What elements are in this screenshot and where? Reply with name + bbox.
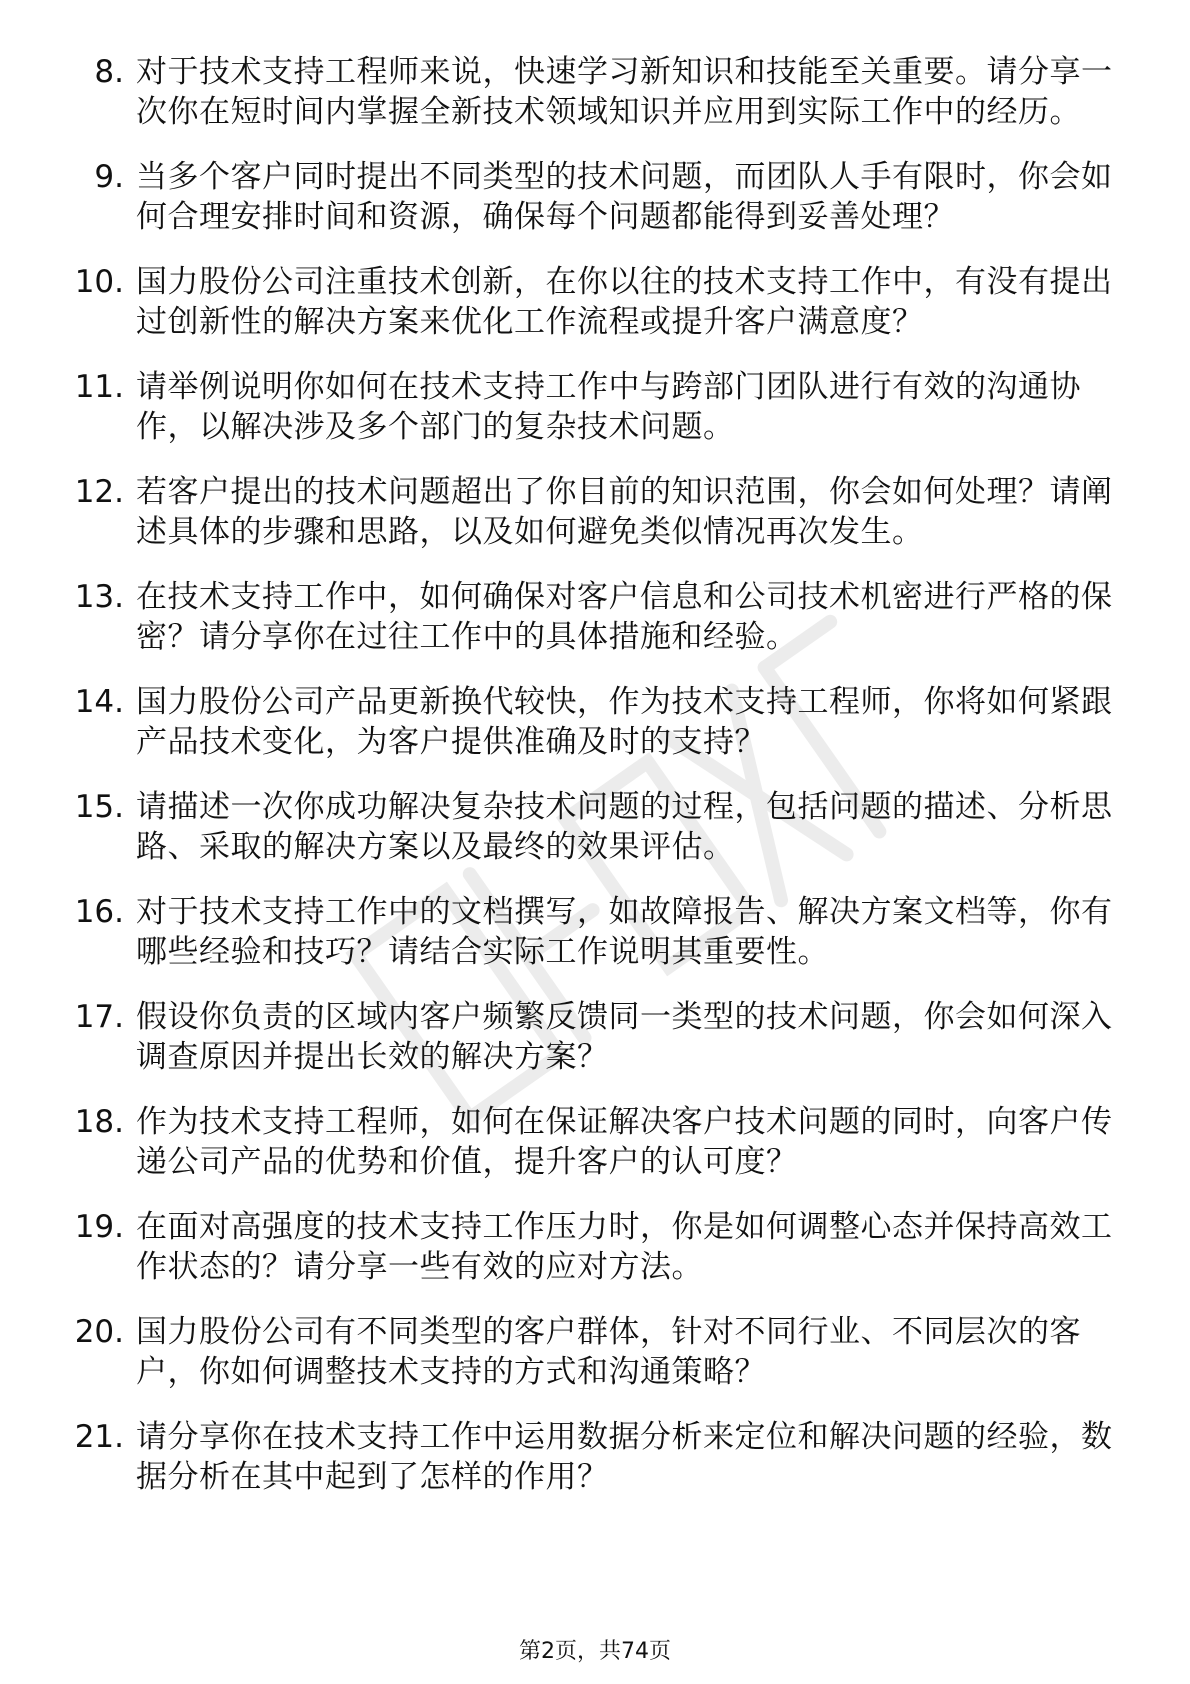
question-item: [58, 682, 1138, 762]
question-item: [58, 52, 1138, 132]
question-item: [58, 1102, 1138, 1182]
question-item: [58, 157, 1138, 237]
question-item: [58, 997, 1138, 1077]
question-text: 国力股份公司注重技术创新，在你以往的技术支持工作中，有没有提出过创新性的解决方案来优化工作流程或提升客户满意度？: [136, 264, 1113, 340]
question-item: [58, 892, 1138, 972]
question-item: [58, 577, 1138, 657]
question-text: 在技术支持工作中，如何确保对客户信息和公司技术机密进行严格的保密？请分享你在过往工作中的具体措施和经验。: [136, 579, 1113, 655]
question-item: [58, 1312, 1138, 1392]
question-text: 请分享你在技术支持工作中运用数据分析来定位和解决问题的经验，数据分析在其中起到了怎样的作用？: [136, 1419, 1113, 1495]
question-text: 国力股份公司有不同类型的客户群体，针对不同行业、不同层次的客户，你如何调整技术支持的方式和沟通策略？: [136, 1314, 1081, 1390]
question-text: 在面对高强度的技术支持工作压力时，你是如何调整心态并保持高效工作状态的？请分享一些有效的应对方法。: [136, 1209, 1113, 1285]
question-text: 作为技术支持工程师，如何在保证解决客户技术问题的同时，向客户传递公司产品的优势和价值，提升客户的认可度？: [136, 1104, 1113, 1180]
question-item: [58, 1207, 1138, 1287]
question-text: 对于技术支持工程师来说，快速学习新知识和技能至关重要。请分享一次你在短时间内掌握全新技术领域知识并应用到实际工作中的经历。: [136, 54, 1113, 130]
question-number: 18.: [74, 1104, 124, 1140]
question-number: 14.: [74, 684, 124, 720]
page-footer: 第2页，共74页: [519, 1639, 671, 1664]
question-number: 12.: [74, 474, 124, 510]
question-number: 13.: [74, 579, 124, 615]
question-number: 19.: [74, 1209, 124, 1245]
question-number: 9.: [94, 159, 124, 195]
question-item: [58, 787, 1138, 867]
question-number: 8.: [94, 54, 124, 90]
question-list: [58, 52, 1138, 1522]
question-text: 请举例说明你如何在技术支持工作中与跨部门团队进行有效的沟通协作，以解决涉及多个部门的复杂技术问题。: [136, 369, 1081, 445]
question-text: 国力股份公司产品更新换代较快，作为技术支持工程师，你将如何紧跟产品技术变化，为客户提供准确及时的支持？: [136, 684, 1113, 760]
question-number: 16.: [74, 894, 124, 930]
question-item: [58, 262, 1138, 342]
question-text: 对于技术支持工作中的文档撰写，如故障报告、解决方案文档等，你有哪些经验和技巧？请结合实际工作说明其重要性。: [136, 894, 1113, 970]
question-number: 21.: [74, 1419, 124, 1455]
question-number: 11.: [74, 369, 124, 405]
question-number: 10.: [74, 264, 124, 300]
question-text: 请描述一次你成功解决复杂技术问题的过程，包括问题的描述、分析思路、采取的解决方案以及最终的效果评估。: [136, 789, 1113, 865]
question-text: 当多个客户同时提出不同类型的技术问题，而团队人手有限时，你会如何合理安排时间和资源，确保每个问题都能得到妥善处理？: [136, 159, 1113, 235]
question-text: 若客户提出的技术问题超出了你目前的知识范围，你会如何处理？请阐述具体的步骤和思路，以及如何避免类似情况再次发生。: [136, 474, 1113, 550]
question-number: 20.: [74, 1314, 124, 1350]
question-number: 17.: [74, 999, 124, 1035]
question-number: 15.: [74, 789, 124, 825]
question-item: [58, 472, 1138, 552]
question-text: 假设你负责的区域内客户频繁反馈同一类型的技术问题，你会如何深入调查原因并提出长效的解决方案？: [136, 999, 1113, 1075]
question-item: [58, 367, 1138, 447]
question-item: [58, 1417, 1138, 1497]
